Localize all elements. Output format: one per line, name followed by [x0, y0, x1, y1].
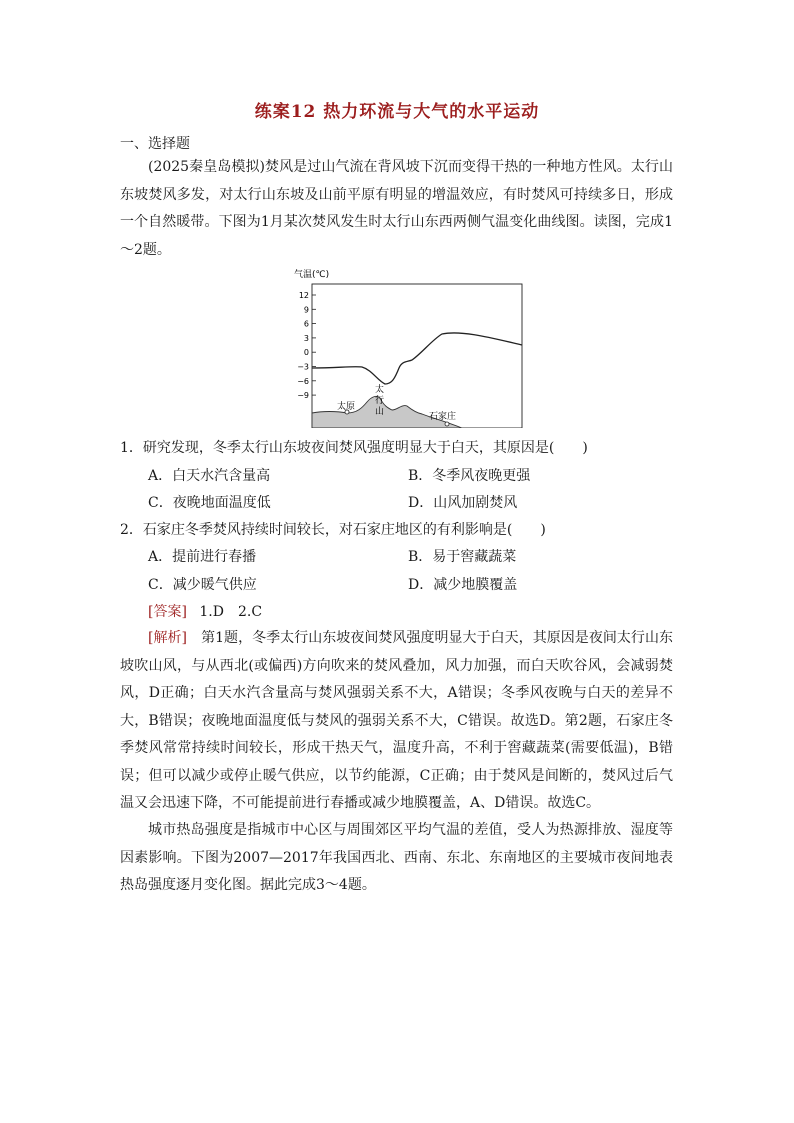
y-axis — [297, 291, 316, 400]
temperature-figure — [292, 268, 532, 428]
temperature-curve — [312, 333, 522, 384]
y-tick-label: −3 — [297, 362, 309, 372]
answer-line — [148, 602, 262, 622]
q1-stem: 1．研究发现，冬季太行山东坡夜间焚风强度明显大于白天，其原因是( ) — [120, 440, 588, 456]
q2-option-d[interactable]: D．减少地膜覆盖 — [408, 577, 518, 593]
taihang-label — [375, 383, 384, 417]
y-tick-label: 6 — [303, 319, 309, 329]
intro-paragraph-2: 城市热岛强度是指城市中心区与周围郊区平均气温的差值，受人为热源排放、湿度等因素影响。下图为2007—2017年我国西北、西南、东北、东南地区的主要城市夜间地表热岛强度逐月变化图。据此完成3～4题。 — [120, 822, 673, 893]
analysis-text: 第1题，冬季太行山东坡夜间焚风强度明显大于白天，其原因是夜间太行山东坡吹山风，与从西北(或偏西)方向吹来的焚风叠加，风力加强，而白天吹谷风，会减弱焚风，D正确；白天水汽含量高与焚风强弱关系不大，A错误；冬季风夜晚与白天的差异不大，B错误；夜晚地面温度低与焚风的强弱关系不大，C错误。故选D。第2题，石家庄冬季焚风常常持续时间较长，形成干热天气，温度升高，不利于窖藏蔬菜(需要低温)，B错误；但可以减少或停止暖气供应，以节约能源，C正确；由于焚风是间断的，焚风过后气温又会迅速下降，不可能提前进行春播或减少地膜覆盖，A、D错误。故选C。 — [120, 630, 673, 811]
q2-stem: 2．石家庄冬季焚风持续时间较长，对石家庄地区的有利影响是( ) — [120, 522, 546, 538]
q2-option-c[interactable]: C．减少暖气供应 — [148, 577, 257, 593]
shijiazhuang-label: 石家庄 — [429, 412, 457, 422]
intro-paragraph-1: (2025秦皇岛模拟)焚风是过山气流在背风坡下沉而变得干热的一种地方性风。太行山东坡焚风多发，对太行山东坡及山前平原有明显的增温效应，有时焚风可持续多日，形成一个自然暖带。下图为1月某次焚风发生时太行山东西两侧气温变化曲线图。读图，完成1～2题。 — [120, 159, 673, 258]
q2-option-b[interactable]: B．易于窖藏蔬菜 — [408, 549, 517, 565]
taihang-char: 太 — [375, 385, 385, 395]
answer-tag: [答案] — [148, 604, 187, 620]
y-tick-label: −6 — [297, 376, 309, 386]
q1-option-c[interactable]: C．夜晚地面温度低 — [148, 495, 271, 511]
taihang-char: 行 — [375, 396, 385, 406]
q1-option-b[interactable]: B．冬季风夜晚更强 — [408, 468, 531, 484]
taiyuan-label: 太原 — [337, 402, 356, 412]
answer-text: 1.D 2.C — [199, 604, 263, 620]
y-tick-label: −9 — [297, 391, 309, 401]
y-tick-label: 12 — [298, 291, 309, 300]
page-title: 练案12 热力环流与大气的水平运动 — [254, 102, 540, 122]
q1-option-d[interactable]: D．山风加剧焚风 — [408, 495, 518, 511]
analysis-paragraph — [120, 625, 673, 818]
q2-option-a[interactable]: A．提前进行春播 — [148, 549, 257, 565]
y-tick-label: 9 — [303, 305, 309, 315]
analysis-tag: [解析] — [148, 630, 188, 646]
y-tick-label: 3 — [303, 333, 309, 343]
figure-ylabel: 气温(℃) — [294, 270, 330, 280]
q1-option-a[interactable]: A．白天水汽含量高 — [148, 468, 271, 484]
taihang-char: 山 — [375, 407, 385, 417]
section-heading: 一、选择题 — [120, 136, 190, 152]
y-tick-label: 0 — [303, 348, 309, 358]
shijiazhuang-marker — [445, 422, 449, 426]
